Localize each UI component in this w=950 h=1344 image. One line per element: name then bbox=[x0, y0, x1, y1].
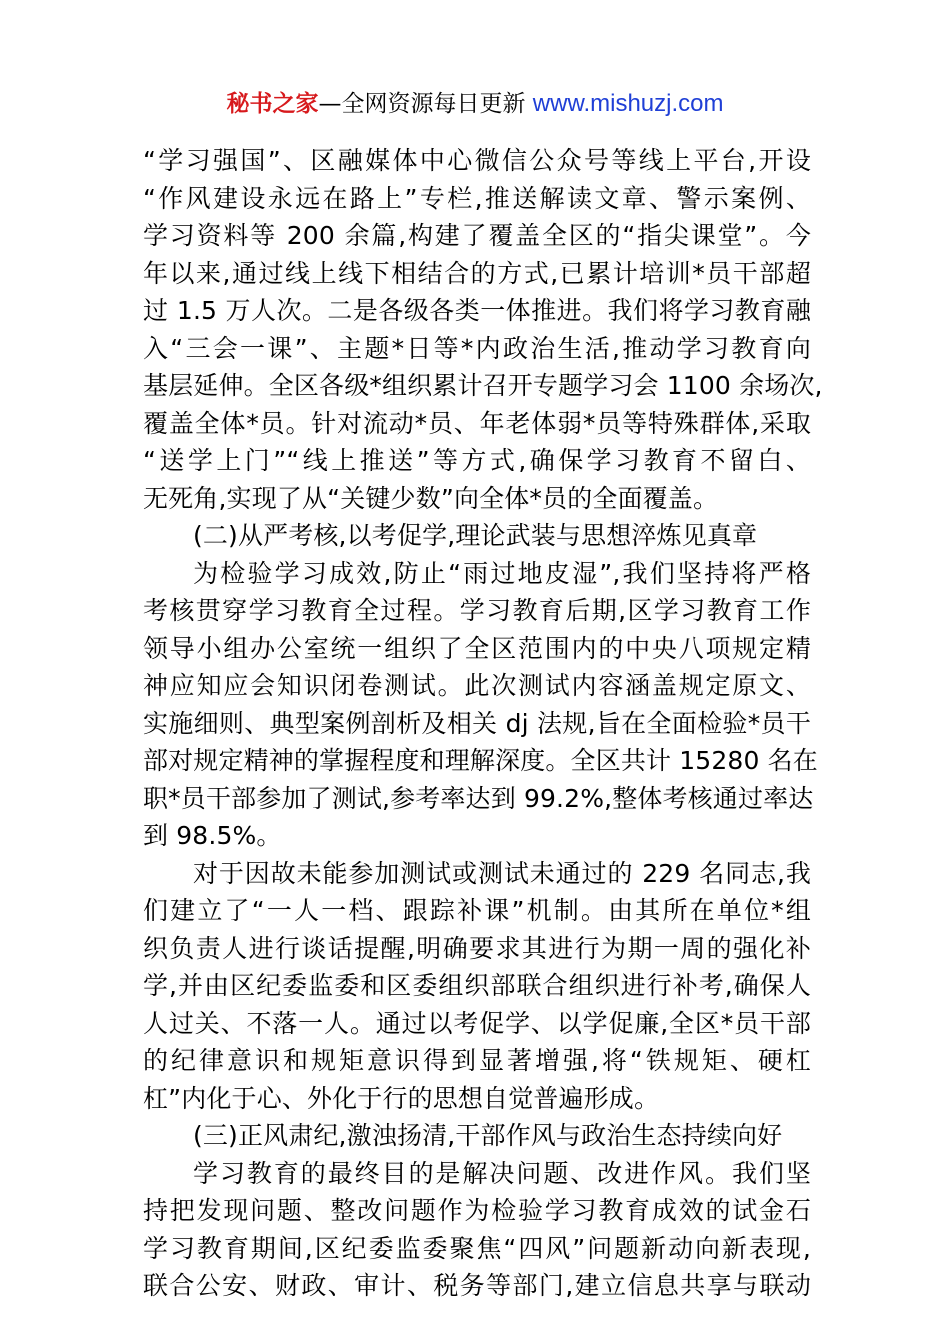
document-body bbox=[143, 142, 823, 1305]
page-header bbox=[0, 88, 950, 120]
text-line: 学习教育的最终目的是解决问题、改进作风。我们坚 bbox=[193, 1158, 811, 1188]
site-link[interactable]: www.mishuzj.com bbox=[532, 90, 724, 117]
text-line: 过 1.5 万人次。二是各级各类一体推进。我们将学习教育融 bbox=[143, 296, 811, 325]
text-line: “送学上门”“线上推送”等方式,确保学习教育不留白、 bbox=[143, 446, 811, 475]
text-line: 入“三会一课”、主题*日等*内政治生活,推动学习教育向 bbox=[143, 333, 811, 363]
text-line: 学习教育期间,区纪委监委聚焦“四风”问题新动向新表现, bbox=[143, 1233, 811, 1263]
header-tagline: —全网资源每日更新 bbox=[318, 91, 526, 117]
text-line: 无死角,实现了从“关键少数”向全体*员的全面覆盖。 bbox=[143, 483, 719, 513]
text-line: 织负责人进行谈话提醒,明确要求其进行为期一周的强化补 bbox=[143, 933, 811, 963]
text-line: 学,并由区纪委监委和区委组织部联合组织进行补考,确保人 bbox=[143, 971, 811, 1000]
text-line: 的纪律意识和规矩意识得到显著增强,将“铁规矩、硬杠 bbox=[143, 1046, 811, 1075]
text-line: 人过关、不落一人。通过以考促学、以学促廉,全区*员干部 bbox=[143, 1008, 811, 1038]
text-line: 学习资料等 200 余篇,构建了覆盖全区的“指尖课堂”。今 bbox=[143, 221, 811, 250]
text-line: “作风建设永远在路上”专栏,推送解读文章、警示案例、 bbox=[143, 183, 811, 213]
text-line: 考核贯穿学习教育全过程。学习教育后期,区学习教育工作 bbox=[143, 596, 811, 625]
text-line: 杠”内化于心、外化于行的思想自觉普遍形成。 bbox=[143, 1083, 660, 1113]
text-line: 部对规定精神的掌握程度和理解深度。全区共计 15280 名在 bbox=[143, 746, 818, 775]
text-line: 到 98.5%。 bbox=[143, 821, 282, 850]
text-line: 基层延伸。全区各级*组织累计召开专题学习会 1100 余场次, bbox=[143, 371, 823, 400]
section-heading: (二)从严考核,以考促学,理论武装与思想淬炼见真章 bbox=[193, 521, 758, 550]
text-line: 为检验学习成效,防止“雨过地皮湿”,我们坚持将严格 bbox=[193, 558, 811, 588]
text-line: 对于因故未能参加测试或测试未通过的 229 名同志,我 bbox=[193, 858, 811, 888]
text-line: 联合公安、财政、审计、税务等部门,建立信息共享与联动 bbox=[143, 1271, 811, 1300]
text-line: “学习强国”、区融媒体中心微信公众号等线上平台,开设 bbox=[143, 146, 811, 175]
text-line: 年以来,通过线上线下相结合的方式,已累计培训*员干部超 bbox=[143, 258, 811, 288]
text-line: 神应知应会知识闭卷测试。此次测试内容涵盖规定原文、 bbox=[143, 671, 811, 700]
text-line: 们建立了“一人一档、跟踪补课”机制。由其所在单位*组 bbox=[143, 896, 811, 925]
brand-name: 秘书之家 bbox=[226, 91, 319, 117]
text-line: 实施细则、典型案例剖析及相关 dj 法规,旨在全面检验*员干 bbox=[143, 708, 811, 738]
text-line: 领导小组办公室统一组织了全区范围内的中央八项规定精 bbox=[143, 633, 811, 663]
section-heading: (三)正风肃纪,激浊扬清,干部作风与政治生态持续向好 bbox=[193, 1121, 783, 1150]
text-line: 覆盖全体*员。针对流动*员、年老体弱*员等特殊群体,采取 bbox=[143, 408, 811, 438]
text-line: 职*员干部参加了测试,参考率达到 99.2%,整体考核通过率达 bbox=[143, 783, 814, 813]
text-line: 持把发现问题、整改问题作为检验学习教育成效的试金石 bbox=[143, 1196, 811, 1225]
